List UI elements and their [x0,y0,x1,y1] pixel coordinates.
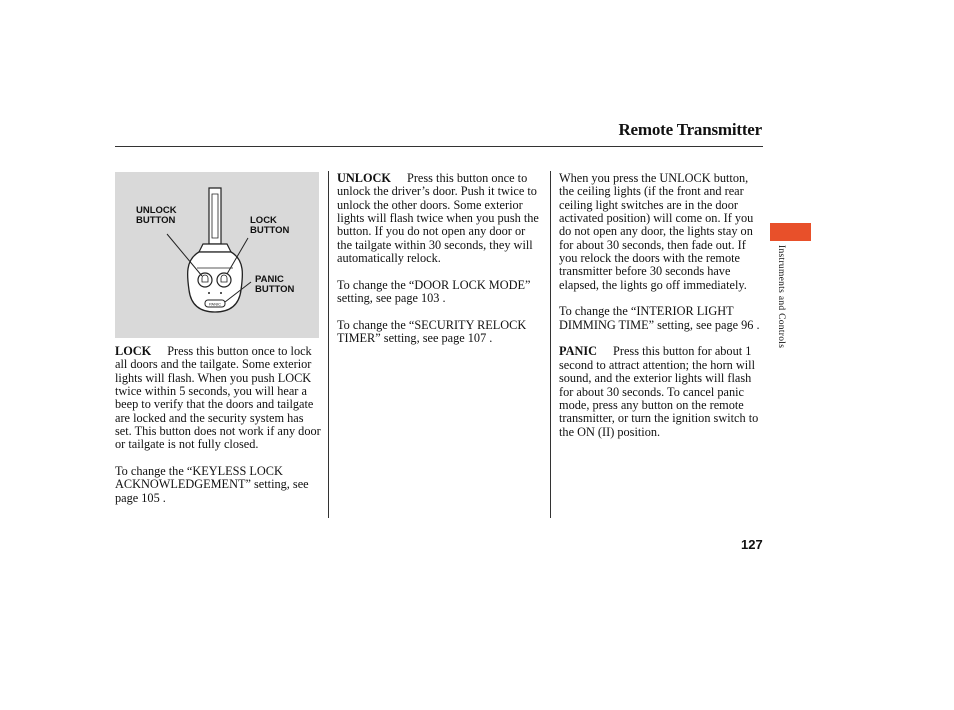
column-1 [115,345,321,518]
lock-label-line2: BUTTON [250,225,290,236]
page-title: Remote Transmitter [618,120,762,139]
column-divider-1 [328,171,329,518]
panic-key-text: PANIC [209,301,221,307]
lock-paragraph [115,345,321,452]
panic-text: Press this button for about 1 second to attract attention; the horn will sound, and the exterior lights will flash for about 30 seconds. To cancel panic mode, press any button on the remote transmitter, or turn the ignition switch to the ON (II) position. [559,344,759,439]
column-3 [559,172,765,452]
security-paragraph: To change the “SECURITY RELOCK TIMER” setting, see page 107 . [337,317,527,346]
unlock-keyword: UNLOCK [337,171,391,185]
column-2 [337,172,539,359]
panic-label-line1: PANIC [255,274,284,285]
dimming-paragraph: To change the “INTERIOR LIGHT DIMMING TIME” setting, see page 96 . [559,304,760,332]
unlock-label-line1: UNLOCK [136,205,177,216]
lock-button-label [250,216,289,236]
section-tab [770,223,811,241]
panic-keyword: PANIC [559,344,598,359]
keyless-paragraph: To change the “KEYLESS LOCK ACKNOWLEDGEMENT” setting, see page 105 . [115,464,309,505]
panic-button-label [255,275,294,295]
lock-label-line1: LOCK [250,215,277,226]
page-number: 127 [741,537,763,552]
ceiling-paragraph: When you press the UNLOCK button, the ceiling lights (if the front and rear ceiling light switches are in the door activated position) will come on. If you do not open any door, the lights stay on for about 30 seconds, then fade out. If you relock the doors with the remote transmitter before 30 seconds have elapsed, the lights go off immediately. [559,171,754,292]
unlock-button-label [136,206,177,226]
unlock-paragraph [337,172,539,265]
lock-keyword: LOCK [115,344,152,358]
section-sidebar-label: Instruments and Controls [776,245,786,349]
header-rule [115,146,763,147]
unlock-text: Press this button once to unlock the driver’s door. Push it twice to unlock the other doors. Some exterior lights will flash twice when you push the button. If you do not open any door or the tailgate within 30 seconds, they will automatically relock. [337,171,539,266]
remote-key-illustration [115,172,319,338]
door-lock-paragraph: To change the “DOOR LOCK MODE” setting, see page 103 . [337,277,531,306]
remote-transmitter-figure [115,172,319,338]
unlock-label-line2: BUTTON [136,215,176,226]
column-divider-2 [550,171,551,518]
panic-paragraph [559,345,765,438]
panic-label-line2: BUTTON [255,284,295,295]
lock-text: Press this button once to lock all doors and the tailgate. Some exterior lights will flash. When you push LOCK twice within 5 seconds, you will hear a beep to verify that the doors and tailgate are locked and the security system has set. This button does not work if any door or tailgate is not fully closed. [115,344,321,452]
